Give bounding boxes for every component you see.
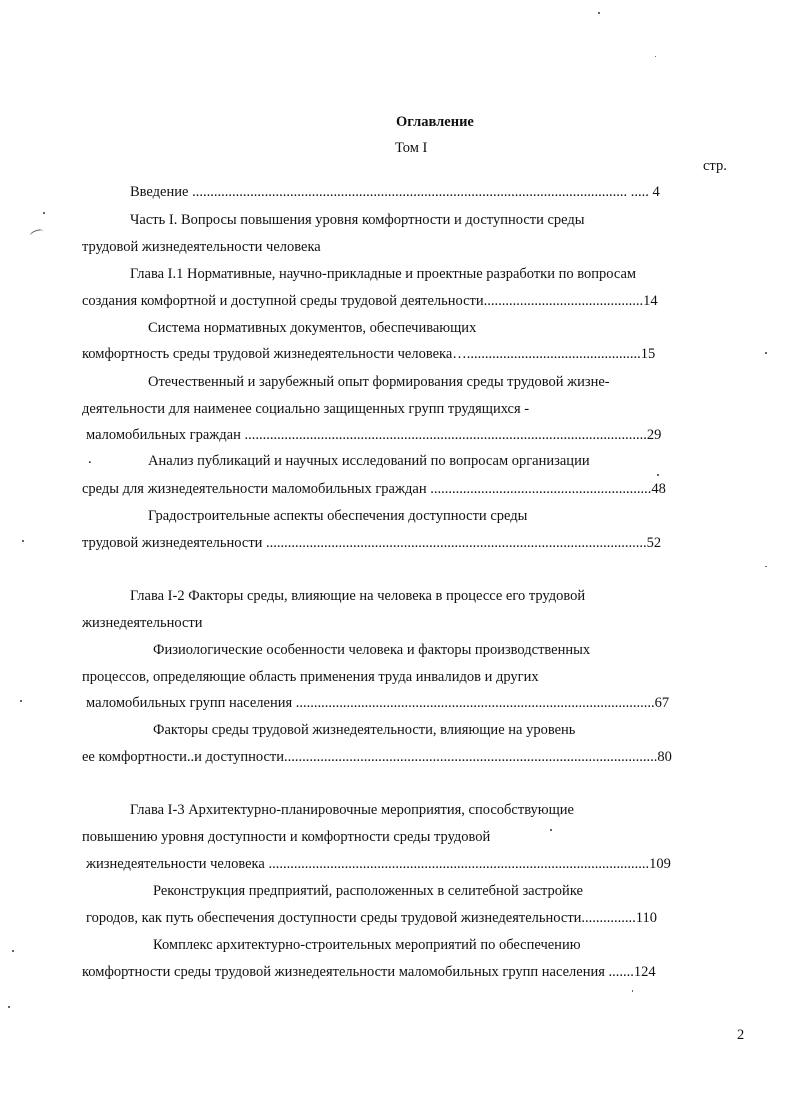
toc-chapter-1-1-cont: создания комфортной и доступной среды трудовой деятельности............................................14 bbox=[82, 293, 658, 309]
toc-section-cont: ее комфортности..и доступности.......................................................................................................80 bbox=[82, 749, 672, 765]
toc-chapter-1-3-cont: жизнедеятельности человека .........................................................................................................109 bbox=[86, 856, 671, 872]
toc-section-cont: городов, как путь обеспечения доступности среды трудовой жизнедеятельности...............110 bbox=[86, 910, 658, 926]
scan-speck bbox=[765, 352, 767, 354]
scan-speck bbox=[655, 56, 656, 57]
toc-chapter-1-3: Глава I-3 Архитектурно-планировочные мероприятия, способствующие bbox=[130, 802, 574, 818]
scan-scratch bbox=[29, 228, 44, 239]
toc-section: Факторы среды трудовой жизнедеятельности, влияющие на уровень bbox=[153, 722, 576, 738]
scan-speck bbox=[550, 829, 552, 831]
toc-chapter-1-2-cont: жизнедеятельности bbox=[82, 615, 203, 631]
toc-section: Физиологические особенности человека и факторы производственных bbox=[153, 642, 591, 658]
scan-speck bbox=[43, 212, 45, 214]
toc-section-cont: процессов, определяющие область применения труда инвалидов и других bbox=[82, 669, 539, 685]
stray-dot: . bbox=[88, 451, 92, 467]
toc-part-title: Часть I. Вопросы повышения уровня комфортности и доступности среды bbox=[130, 212, 585, 228]
scan-speck bbox=[765, 566, 767, 567]
toc-section-cont: среды для жизнедеятельности маломобильных граждан .............................................................48 bbox=[82, 481, 666, 497]
toc-entry-introduction: Введение ........................................................................................................................ ..... 4 bbox=[130, 184, 660, 200]
toc-section-cont: маломобильных групп населения ...................................................................................................67 bbox=[86, 695, 670, 711]
toc-section: Отечественный и зарубежный опыт формирования среды трудовой жизне- bbox=[148, 374, 610, 390]
scan-speck bbox=[12, 950, 14, 952]
toc-section: Анализ публикаций и научных исследований по вопросам организации bbox=[148, 453, 590, 469]
toc-section-cont: маломобильных граждан ...............................................................................................................29 bbox=[86, 427, 662, 443]
toc-section-cont: комфортности среды трудовой жизнедеятельности маломобильных групп населения .......124 bbox=[82, 964, 656, 980]
scan-speck bbox=[598, 12, 600, 14]
toc-chapter-1-1: Глава I.1 Нормативные, научно-прикладные и проектные разработки по вопросам bbox=[130, 266, 637, 282]
scan-speck bbox=[632, 990, 633, 992]
toc-section: Система нормативных документов, обеспечивающих bbox=[148, 320, 477, 336]
toc-heading: Оглавление bbox=[396, 114, 474, 130]
toc-chapter-1-3-cont: повышению уровня доступности и комфортности среды трудовой bbox=[82, 829, 491, 845]
page-number: 2 bbox=[737, 1027, 745, 1043]
volume-label: Том I bbox=[395, 140, 428, 156]
scan-speck bbox=[657, 474, 659, 476]
scan-speck bbox=[8, 1006, 10, 1008]
scan-speck bbox=[22, 540, 24, 542]
toc-part-title-cont: трудовой жизнедеятельности человека bbox=[82, 239, 321, 255]
toc-section: Комплекс архитектурно-строительных мероприятий по обеспечению bbox=[153, 937, 581, 953]
toc-chapter-1-2: Глава I-2 Факторы среды, влияющие на человека в процессе его трудовой bbox=[130, 588, 586, 604]
scan-speck bbox=[20, 700, 22, 702]
toc-section-cont: трудовой жизнедеятельности .........................................................................................................52 bbox=[82, 535, 662, 551]
toc-section: Градостроительные аспекты обеспечения доступности среды bbox=[148, 508, 528, 524]
toc-section-cont: комфортность среды трудовой жизнедеятельности человека…................................................15 bbox=[82, 346, 656, 362]
toc-section: Реконструкция предприятий, расположенных в селитебной застройке bbox=[153, 883, 583, 899]
toc-section-cont: деятельности для наименее социально защищенных групп трудящихся - bbox=[82, 401, 530, 417]
page-column-label: стр. bbox=[703, 158, 727, 174]
